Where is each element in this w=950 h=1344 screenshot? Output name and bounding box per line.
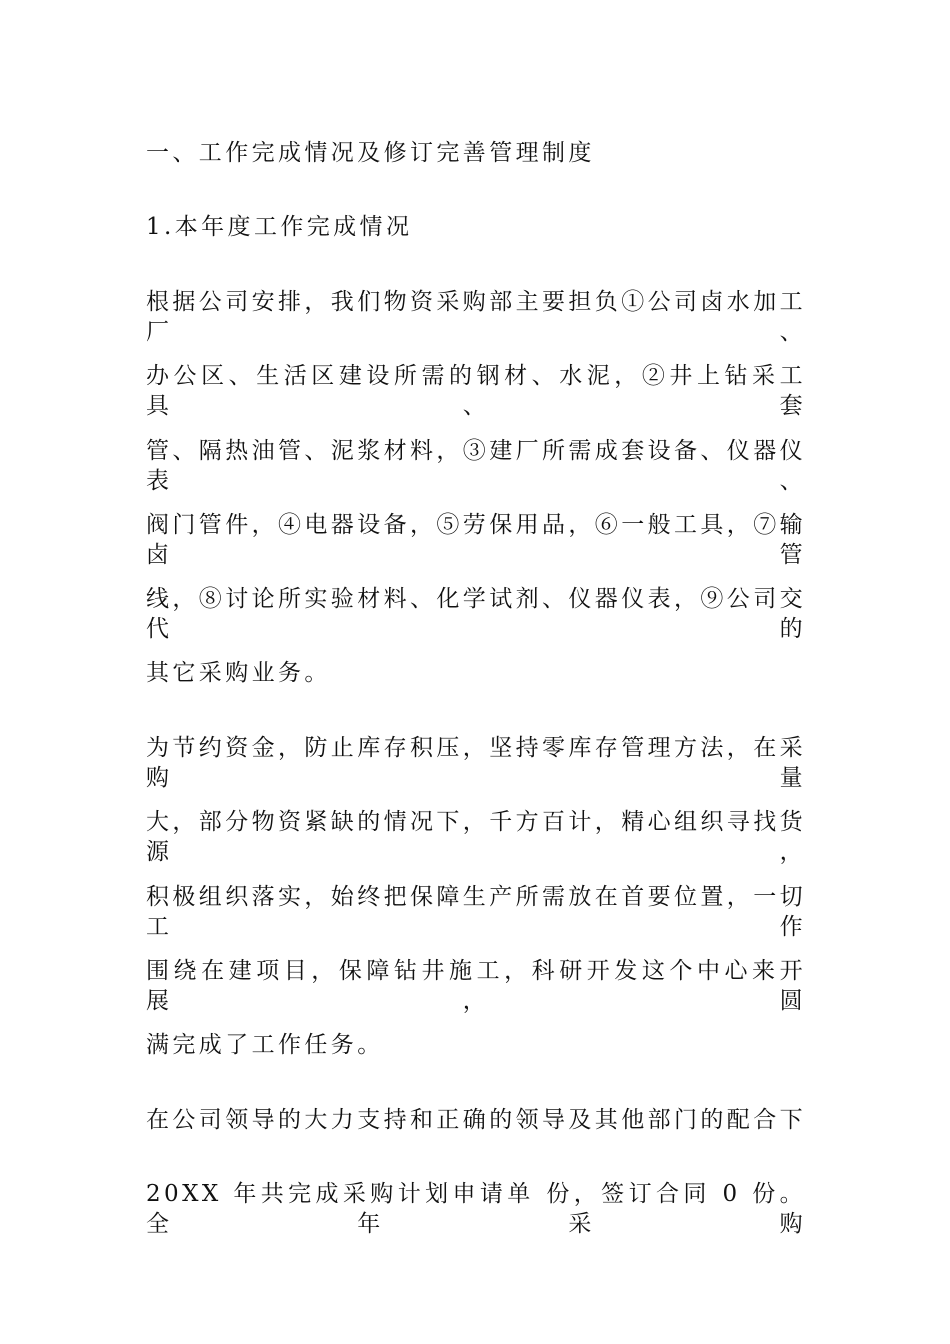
paragraph-line: 20XX 年共完成采购计划申请单 份，签订合同 0 份。全年采购 [146,1181,806,1237]
paragraph-line: 在公司领导的大力支持和正确的领导及其他部门的配合下 [146,1107,806,1133]
subsection-heading: 1.本年度工作完成情况 [146,214,413,240]
paragraph-line: 管、隔热油管、泥浆材料，③建厂所需成套设备、仪器仪表、 [146,438,806,494]
paragraph-line: 围绕在建项目，保障钻井施工，科研开发这个中心来开展，圆 [146,958,806,1014]
paragraph-line: 满完成了工作任务。 [146,1032,384,1058]
paragraph-line: 阀门管件，④电器设备，⑤劳保用品，⑥一般工具，⑦输卤管 [146,512,806,568]
paragraph-line: 线，⑧讨论所实验材料、化学试剂、仪器仪表，⑨公司交代的 [146,586,806,642]
paragraph-line: 为节约资金，防止库存积压，坚持零库存管理方法，在采购量 [146,735,806,791]
paragraph-line: 办公区、生活区建设所需的钢材、水泥，②井上钻采工具、套 [146,363,806,419]
paragraph-line: 大，部分物资紧缺的情况下，千方百计，精心组织寻找货源， [146,809,806,865]
section-heading: 一、工作完成情况及修订完善管理制度 [146,140,595,166]
paragraph-line: 积极组织落实，始终把保障生产所需放在首要位置，一切工作 [146,884,806,940]
paragraph-line: 根据公司安排，我们物资采购部主要担负①公司卤水加工厂、 [146,289,806,345]
paragraph-line: 其它采购业务。 [146,660,331,686]
